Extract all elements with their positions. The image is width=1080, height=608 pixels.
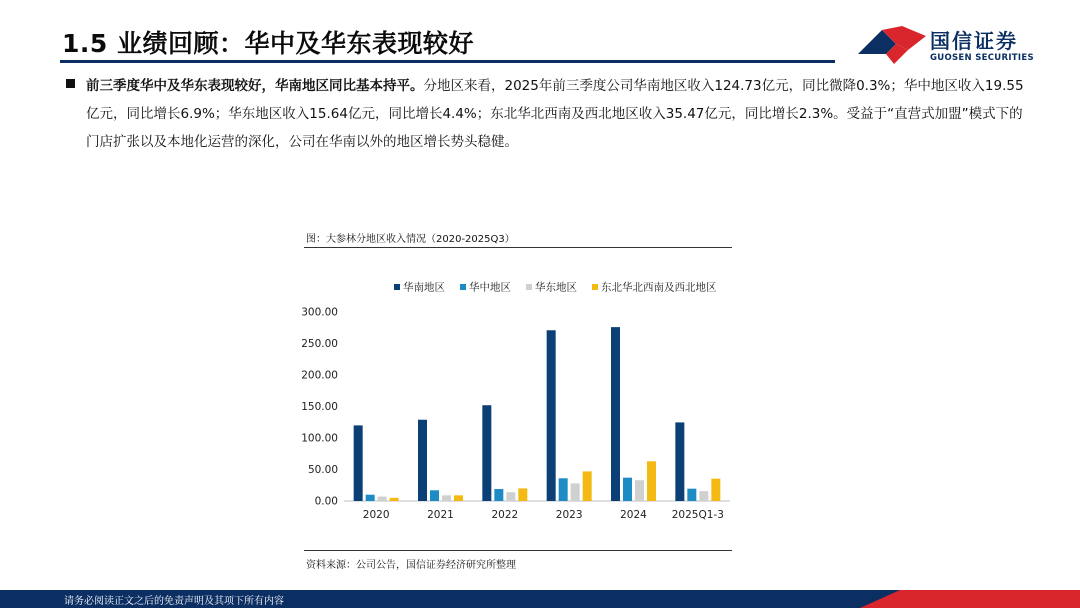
legend-swatch [460,284,466,290]
legend-label: 东北华北西南及西北地区 [601,281,717,294]
bar [378,497,387,501]
figure-bottom-rule [304,550,732,551]
y-tick-label: 300.00 [301,306,338,319]
logo [856,24,1046,68]
y-tick-label: 150.00 [301,401,338,413]
x-tick-label: 2023 [555,509,583,521]
bar [390,498,399,501]
bar [442,495,451,501]
bar [494,489,503,501]
x-tick-label: 2020 [362,509,390,521]
legend-swatch [592,284,598,290]
bar [506,492,515,501]
legend-swatch [526,284,532,290]
bar [675,422,684,501]
y-tick-label: 50.00 [307,464,338,476]
footer-disclaimer: 请务必阅读正文之后的免责声明及其项下所有内容 [64,596,284,607]
bar [454,495,463,501]
bar [559,478,568,501]
y-tick-label: 100.00 [301,432,338,445]
bar [647,461,656,501]
y-tick-label: 250.00 [301,338,338,350]
bar [418,420,427,501]
bar [611,327,620,501]
x-tick-label: 2022 [491,509,519,521]
legend-swatch [394,284,400,290]
bar [571,483,580,501]
bar [366,495,375,501]
bar [547,330,556,501]
legend-label: 华中地区 [469,281,511,294]
x-tick-label: 2024 [620,509,647,521]
logo-chinese-name: 国信证券 [930,29,1018,53]
bar [635,480,644,501]
bullet-square [66,79,75,88]
x-tick-label: 2025Q1-3 [671,509,724,521]
bar [711,479,720,501]
title-underline [60,60,835,63]
bar [354,425,363,501]
logo-english-name: GUOSEN SECURITIES [930,53,1034,63]
bar [699,491,708,501]
legend-label: 华东地区 [535,281,577,294]
revenue-bar-chart [290,252,750,548]
guosen-logo-icon [856,24,928,68]
bar [623,478,632,501]
bar [430,490,439,501]
y-tick-label: 200.00 [301,369,338,382]
bar [482,405,491,501]
summary-lead: 前三季度华中及华东表现较好，华南地区同比基本持平。 [86,78,424,94]
x-tick-label: 2021 [427,509,454,521]
figure-caption: 图：大参林分地区收入情况（2020-2025Q3） [306,234,515,245]
y-tick-label: 0.00 [314,495,338,508]
summary-paragraph [86,72,1036,156]
bar [687,489,696,501]
legend-label: 华南地区 [403,281,445,294]
bar [583,471,592,501]
page-title: 1.5 业绩回顾：华中及华东表现较好 [62,29,474,58]
summary-text: 分地区来看，2025年前三季度公司华南地区收入124.73亿元，同比微降0.3%；华中地区收入19.55亿元，同比增长6.9%；华东地区收入15.64亿元，同比增长4.4%；东北华北西南及西北地区收入35.47亿元，同比增长2.3%。受益于“直营式加盟”模式下的门店扩张以及本地化运营的深化，公司在华南以外的地区增长势头稳健。 [86,78,1024,150]
figure-source: 资料来源：公司公告，国信证券经济研究所整理 [306,560,516,571]
footer-red-accent [820,590,1080,608]
footer-bar [0,590,1080,608]
figure [290,224,750,574]
bar [518,488,527,501]
figure-top-rule [304,247,732,248]
